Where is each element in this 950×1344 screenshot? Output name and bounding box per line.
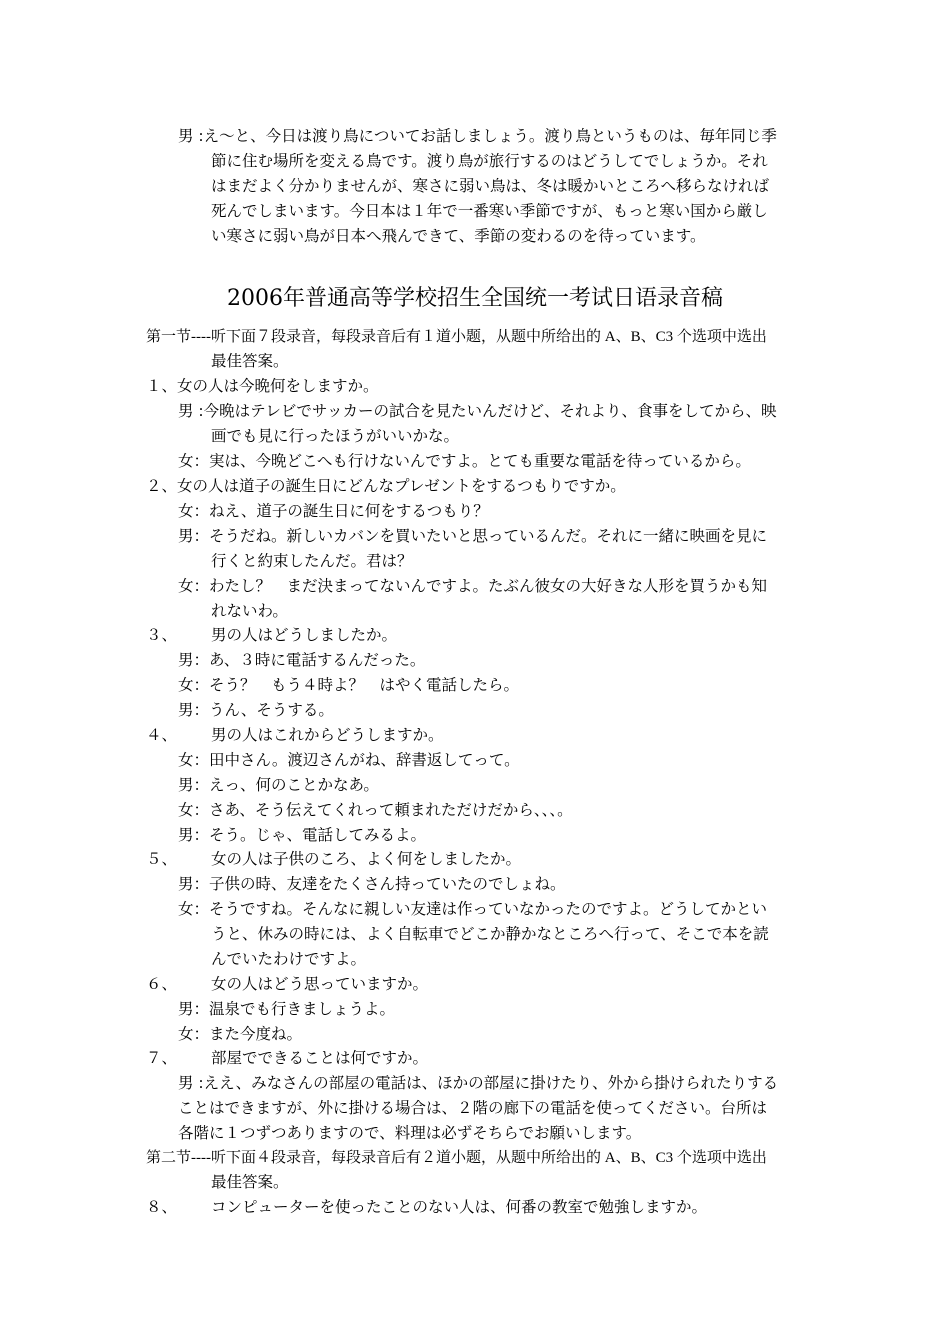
- q2-line-1: 女：ねえ、道子の誕生日に何をするつもり？: [178, 502, 489, 520]
- question-5: 女の人は子供のころ、よく何をしましたか。: [211, 850, 522, 868]
- intro-line-5: い寒さに弱い鳥が日本へ飛んできて、季節の変わるのを待っています。: [211, 227, 706, 245]
- q3-line-2: 女：そう？ もう４時よ？ はやく電話したら。: [178, 676, 520, 694]
- question-3-number: ３、: [146, 626, 178, 644]
- q5-line-1: 男：子供の時、友達をたくさん持っていたのでしょね。: [178, 875, 566, 893]
- q3-line-1: 男：あ、３時に電話するんだった。: [178, 651, 426, 669]
- section2-instruction-cont: 最佳答案。: [211, 1173, 289, 1191]
- document-title: 2006年普通高等学校招生全国统一考试日语录音稿: [227, 286, 723, 311]
- intro-line-1: 男 :え～と、今日は渡り鳥についてお話しましょう。渡り鳥というものは、毎年同じ季: [178, 127, 777, 145]
- q4-line-2: 男：えっ、何のことかなあ。: [178, 776, 379, 794]
- q2-line-5: れないわ。: [211, 602, 288, 620]
- section1-instruction-cont: 最佳答案。: [211, 352, 289, 370]
- question-4: 男の人はこれからどうしますか。: [211, 726, 444, 744]
- question-6: 女の人はどう思っていますか。: [211, 975, 429, 993]
- q5-line-2: 女：そうですね。そんなに親しい友達は作っていなかったのですよ。どうしてかとい: [178, 900, 768, 918]
- q4-line-1: 女：田中さん。渡辺さんがね、辞書返してって。: [178, 751, 520, 769]
- question-5-number: ５、: [146, 850, 178, 868]
- q4-line-4: 男：そう。じゃ、電話してみるよ。: [178, 826, 427, 844]
- q1-line-2: 画でも見に行ったほうがいいかな。: [211, 427, 460, 445]
- question-4-number: ４、: [146, 726, 178, 744]
- question-8-number: ８、: [146, 1198, 178, 1216]
- q2-line-3: 行くと約束したんだ。君は？: [211, 552, 413, 570]
- question-2: ２、女の人は道子の誕生日にどんなプレゼントをするつもりですか。: [146, 477, 626, 495]
- q6-line-1: 男：温泉でも行きましょうよ。: [178, 1000, 396, 1018]
- question-6-number: ６、: [146, 975, 178, 993]
- question-7-number: ７、: [146, 1049, 178, 1067]
- q7-line-2: ことはできますが、外に掛ける場合は、２階の廊下の電話を使ってください。台所は: [178, 1099, 768, 1117]
- q5-line-3: うと、休みの時には、よく自転車でどこか静かなところへ行って、そこで本を読: [211, 925, 769, 943]
- q1-line-1: 男 :今晩はテレビでサッカーの試合を見たいんだけど、それより、食事をしてから、映: [178, 402, 777, 420]
- q1-line-3: 女：実は、今晩どこへも行けないんですよ。とても重要な電話を待っているから。: [178, 452, 751, 470]
- q2-line-2: 男：そうだね。新しいカバンを買いたいと思っているんだ。それに一緒に映画を見に: [178, 527, 768, 545]
- intro-line-3: はまだよく分かりませんが、寒さに弱い鳥は、冬は暖かいところへ移らなければ: [211, 177, 770, 195]
- intro-line-4: 死んでしまいます。今日本は１年で一番寒い季節ですが、もっと寒い国から厳し: [211, 202, 768, 220]
- q2-line-4: 女：わたし？ まだ決まってないんですよ。たぶん彼女の大好きな人形を買うかも知: [178, 577, 768, 595]
- q4-line-3: 女：さあ、そう伝えてくれって頼まれただけだから、、、。: [178, 801, 573, 819]
- section2-instruction: 第二节----听下面４段录音，每段录音后有２道小题，从题中所给出的 A、B、C3 个选项中选出: [146, 1150, 767, 1166]
- q3-line-3: 男：うん、そうする。: [178, 701, 334, 719]
- intro-line-2: 節に住む場所を変える鳥です。渡り鳥が旅行するのはどうしてでしょうか。それ: [211, 152, 768, 170]
- question-7: 部屋でできることは何ですか。: [211, 1049, 429, 1067]
- section1-instruction: 第一节----听下面７段录音，每段录音后有１道小题，从题中所给出的 A、B、C3 个选项中选出: [146, 329, 767, 345]
- q5-line-4: んでいたわけですよ。: [211, 950, 367, 968]
- question-8: コンピューターを使ったことのない人は、何番の教室で勉強しますか。: [211, 1198, 708, 1216]
- q7-line-3: 各階に１つずつありますので、料理は必ずそちらでお願いします。: [178, 1124, 642, 1142]
- question-1: １、女の人は今晩何をしますか。: [146, 377, 379, 395]
- q6-line-2: 女：また今度ね。: [178, 1025, 303, 1043]
- q7-line-1: 男 :ええ、みなさんの部屋の電話は、ほかの部屋に掛けたり、外から掛けられたりする: [178, 1074, 779, 1092]
- question-3: 男の人はどうしましたか。: [211, 626, 398, 644]
